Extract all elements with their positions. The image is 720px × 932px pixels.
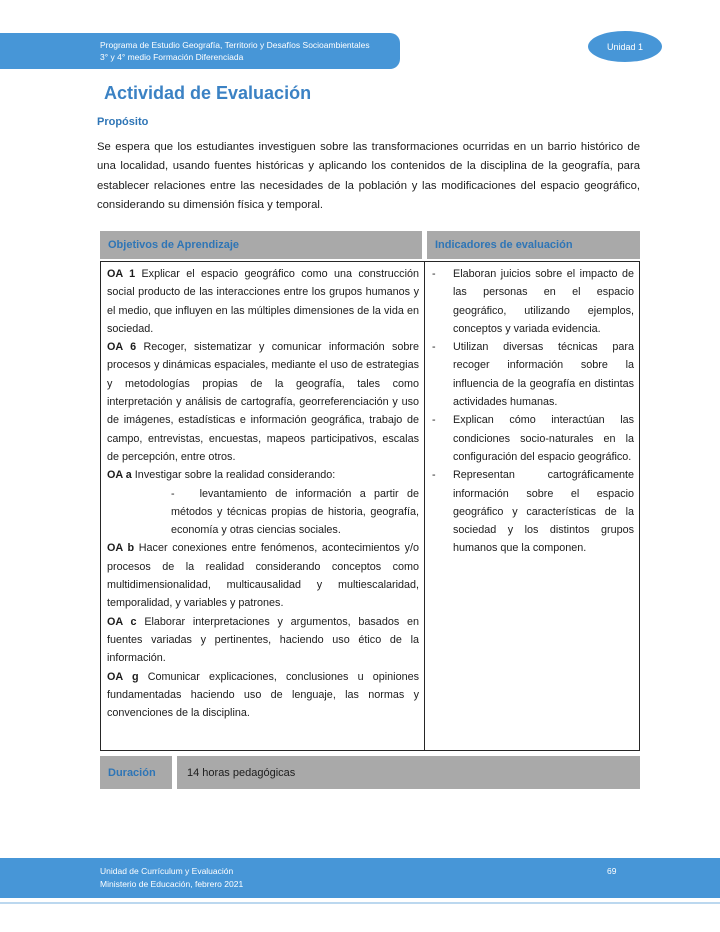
indicator-bullet-dash: - xyxy=(432,268,436,280)
duration-label: Duración xyxy=(100,756,172,789)
header-bar xyxy=(0,33,400,69)
page-number: 69 xyxy=(607,866,617,876)
evaluation-table xyxy=(100,231,640,789)
column-header-objetivos: Objetivos de Aprendizaje xyxy=(100,231,422,259)
program-title: Programa de Estudio Geografía, Territorio y Desafíos Socioambientales xyxy=(100,40,370,50)
indicators-cell xyxy=(425,261,640,751)
page-title: Actividad de Evaluación xyxy=(104,83,312,103)
objective-item: OA c Elaborar interpretaciones y argumentos, basados en fuentes variadas y pertinentes, haciendo uso ético de la información. xyxy=(107,615,419,665)
indicator-text: Utilizan diversas técnicas para recoger información sobre la influencia de la geografía en distintas actividades humanas. xyxy=(453,341,634,409)
objective-item: OA b Hacer conexiones entre fenómenos, acontecimientos y/o procesos de la realidad considerando conceptos como multidimensionalidad, multicausalidad y multiescalaridad, temporalidad, y variables y patrones. xyxy=(107,542,420,610)
indicator-text: Explican cómo interactúan las condiciones socio-naturales en la configuración del espacio geográfico. xyxy=(453,414,634,463)
footer-ministry: Ministerio de Educación, febrero 2021 xyxy=(100,879,244,889)
indicator-item xyxy=(432,338,634,411)
footer-bar xyxy=(0,858,720,898)
indicator-item xyxy=(432,265,634,338)
indicator-item xyxy=(432,466,634,557)
duration-value: 14 horas pedagógicas xyxy=(177,756,640,789)
footer-org: Unidad de Currículum y Evaluación xyxy=(100,866,234,876)
objective-item: OA g Comunicar explicaciones, conclusiones u opiniones fundamentadas haciendo uso de lenguaje, las normas y convenciones de la disciplina. xyxy=(107,670,419,720)
indicator-item xyxy=(432,411,634,466)
footer-text xyxy=(100,865,243,891)
indicator-bullet-dash: - xyxy=(432,414,436,427)
indicator-bullet-dash: - xyxy=(432,469,436,482)
objective-item: OA 6 Recoger, sistematizar y comunicar información sobre procesos y dinámicas espaciales, mediante el uso de estrategias y metodologías propias de la geografía, tales como interpretación y análisis de cartografía, georreferenciación y uso de imágenes, estadísticas e información geográfica, trabajo de campo, entrevistas, encuestas, mapeos participativos, escalas de percepción, entre otros. xyxy=(107,341,419,463)
unit-badge: Unidad 1 xyxy=(588,31,662,62)
indicator-text: Elaboran juicios sobre el impacto de las personas en el espacio geográfico, utilizando ejemplos, conceptos y variada evidencia. xyxy=(453,268,634,335)
indicator-text: Representan cartográficamente información sobre el espacio geográfico y características de la sociedad y los distintos grupos humanos que la componen. xyxy=(453,469,634,555)
objective-item: OA 1 Explicar el espacio geográfico como una construcción social producto de las interacciones entre los grupos humanos y el medio, que influyen en las múltiples dimensiones de la vida en sociedad. xyxy=(107,268,419,335)
indicator-bullet-dash: - xyxy=(432,341,436,354)
column-header-indicadores: Indicadores de evaluación xyxy=(427,231,640,259)
table-header-row xyxy=(100,231,640,259)
footer-accent-line xyxy=(0,902,720,904)
proposito-text: Se espera que los estudiantes investiguen sobre las transformaciones ocurridas en un barrio histórico de una localidad, usando fuentes históricas y aplicando los contenidos de la disciplina de la geografía, para establecer relaciones entre las necesidades de la población y las modificaciones del espacio geográfico, considerando su dimensión física y temporal. xyxy=(97,141,640,212)
program-subtitle: 3° y 4° medio Formación Diferenciada xyxy=(100,52,244,62)
proposito-heading: Propósito xyxy=(97,116,149,128)
objective-sub-item: - levantamiento de información a partir de métodos y técnicas propias de historia, geografía, economía y otras ciencias sociales. xyxy=(171,487,419,537)
duration-row xyxy=(100,756,640,789)
objectives-cell xyxy=(100,261,425,751)
table-body-row xyxy=(100,261,640,751)
objective-item: OA a Investigar sobre la realidad considerando: xyxy=(107,469,336,482)
